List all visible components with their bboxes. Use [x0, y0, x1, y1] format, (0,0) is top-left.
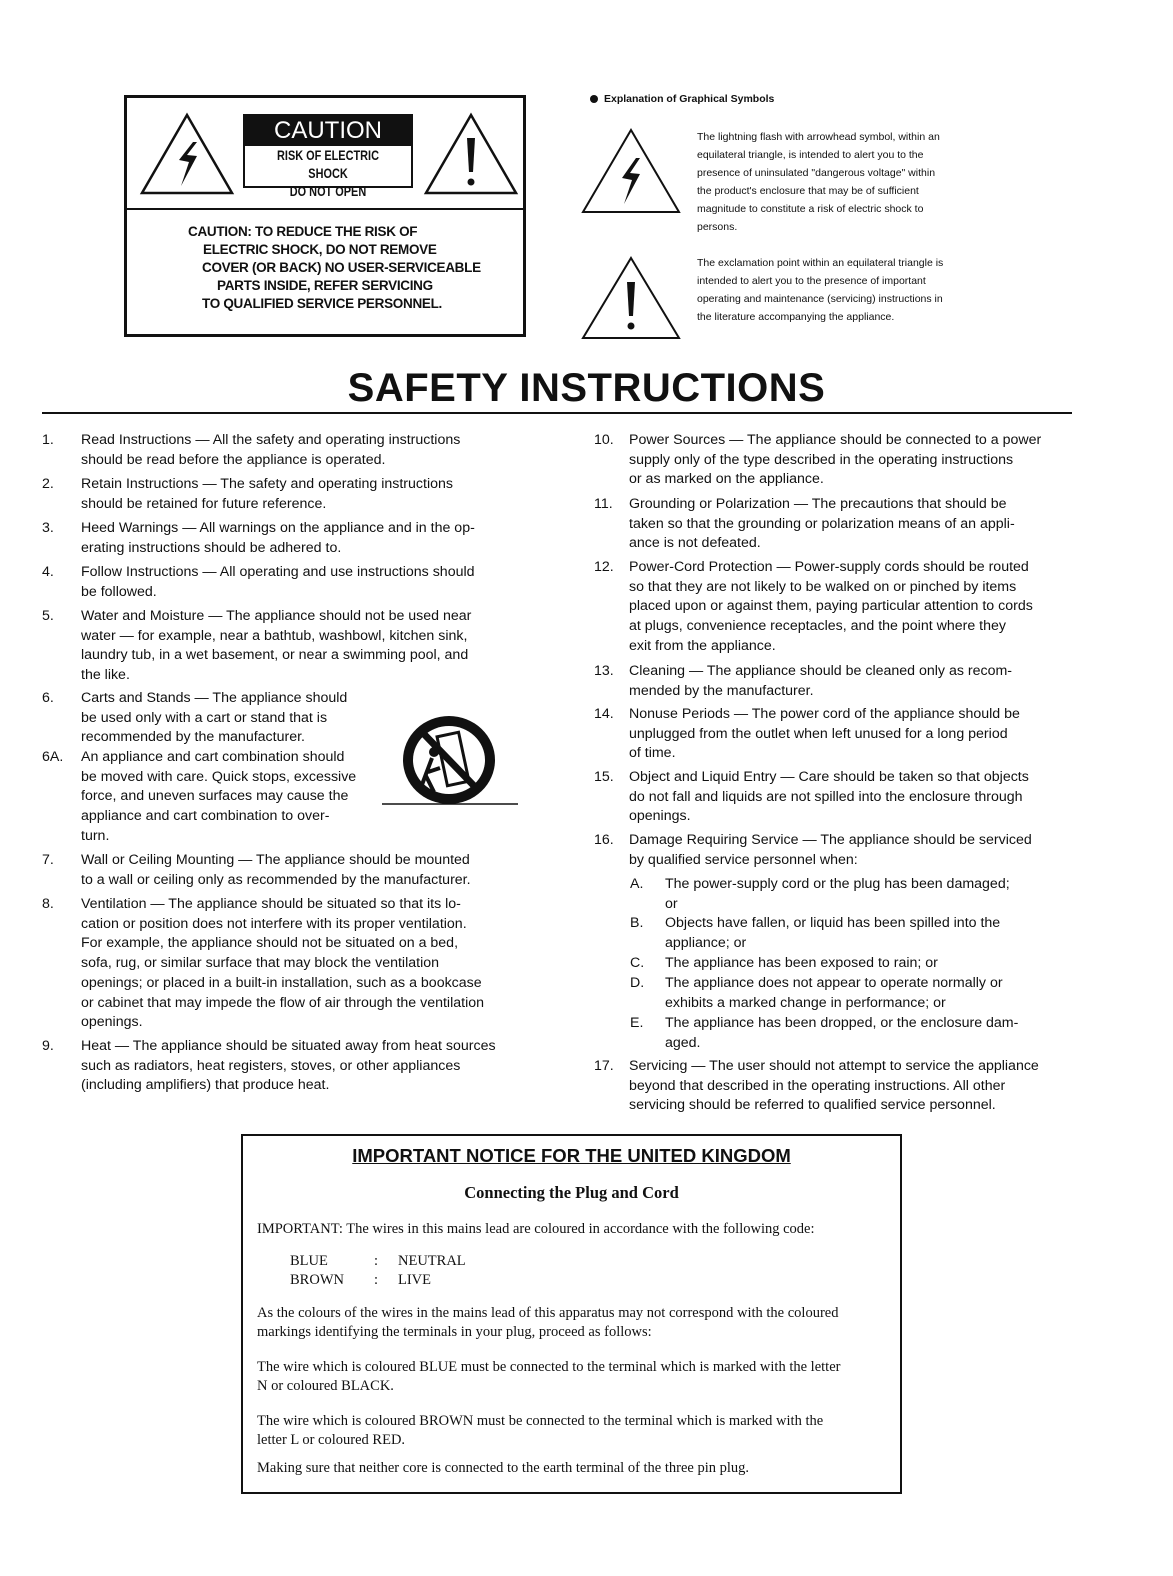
shock-line-2: DO NOT OPEN: [289, 183, 367, 199]
page-title: SAFETY INSTRUCTIONS: [347, 366, 826, 410]
uk-notice-title: IMPORTANT NOTICE FOR THE UNITED KINGDOM: [352, 1145, 791, 1166]
caution-word: CAUTION: [245, 116, 411, 146]
shock-line-1: RISK OF ELECTRIC SHOCK: [277, 147, 379, 181]
uk-intro: IMPORTANT: The wires in this mains lead are coloured in accordance with the following code:: [257, 1221, 815, 1237]
uk-paragraph: The wire which is coloured BROWN must be connected to the terminal which is marked with the letter L or coloured RED.: [257, 1413, 824, 1448]
exclamation-warning-icon: [423, 112, 519, 196]
uk-notice-subtitle: Connecting the Plug and Cord: [464, 1183, 679, 1202]
uk-paragraph: As the colours of the wires in the mains lead of this apparatus may not correspond with the coloured markings identifying the terminals in your plug, proceed as follows:: [257, 1305, 839, 1340]
caution-text-line: ELECTRIC SHOCK, DO NOT REMOVE: [203, 242, 437, 257]
caution-text-line: PARTS INSIDE, REFER SERVICING: [217, 278, 433, 293]
lightning-symbol-icon: [580, 128, 682, 214]
uk-paragraph: Making sure that neither core is connected to the earth terminal of the three pin plug.: [257, 1460, 750, 1476]
explanation-heading: Explanation of Graphical Symbols: [590, 93, 774, 105]
caution-box: [124, 95, 526, 337]
caution-header: [127, 98, 523, 210]
uk-paragraph: The wire which is coloured BLUE must be connected to the terminal which is marked with the letter N or coloured BLACK.: [257, 1359, 841, 1394]
exclamation-symbol-icon: [580, 256, 682, 340]
caution-text-line: COVER (OR BACK) NO USER-SERVICEABLE: [202, 260, 481, 275]
exclamation-explanation: The exclamation point within an equilateral triangle is intended to alert you to the presence of important operating and maintenance (servicing) instructions in the literature accompanying the appliance.: [697, 257, 944, 323]
caution-text: [127, 223, 523, 313]
uk-notice-box: IMPORTANT NOTICE FOR THE UNITED KINGDOM Connecting the Plug and Cord IMPORTANT: The wires in this mains lead are coloured in accordance with the following code: BLUE : NEUTRAL BROWN : LIVE As the colours of the wires in the mains lead of this apparatus may not correspond with the coloured markings identifying the terminals in your plug, proceed as follows: The wire which is coloured BLUE must be connected to the terminal which is marked with the letter N or coloured BLACK. The wire which is coloured BROWN must be connected to the terminal which is marked with the letter L or coloured RED. Making sure that neither core is connected to the earth terminal of the three pin plug.: [241, 1134, 902, 1494]
title-rule: [42, 412, 1072, 414]
caution-label: [243, 114, 413, 199]
cart-warning-icon: [382, 712, 518, 812]
lightning-explanation: The lightning flash with arrowhead symbol, within an equilateral triangle, is intended to alert you to the presence of uninsulated "dangerous voltage" within the product's enclosure that may be of sufficient magnitude to constitute a risk of electric shock to persons.: [697, 131, 940, 233]
lightning-warning-icon: [139, 112, 235, 196]
bullet-icon: [590, 95, 598, 103]
caution-text-line: TO QUALIFIED SERVICE PERSONNEL.: [202, 296, 442, 311]
caution-text-line: CAUTION: TO REDUCE THE RISK OF: [188, 224, 418, 239]
